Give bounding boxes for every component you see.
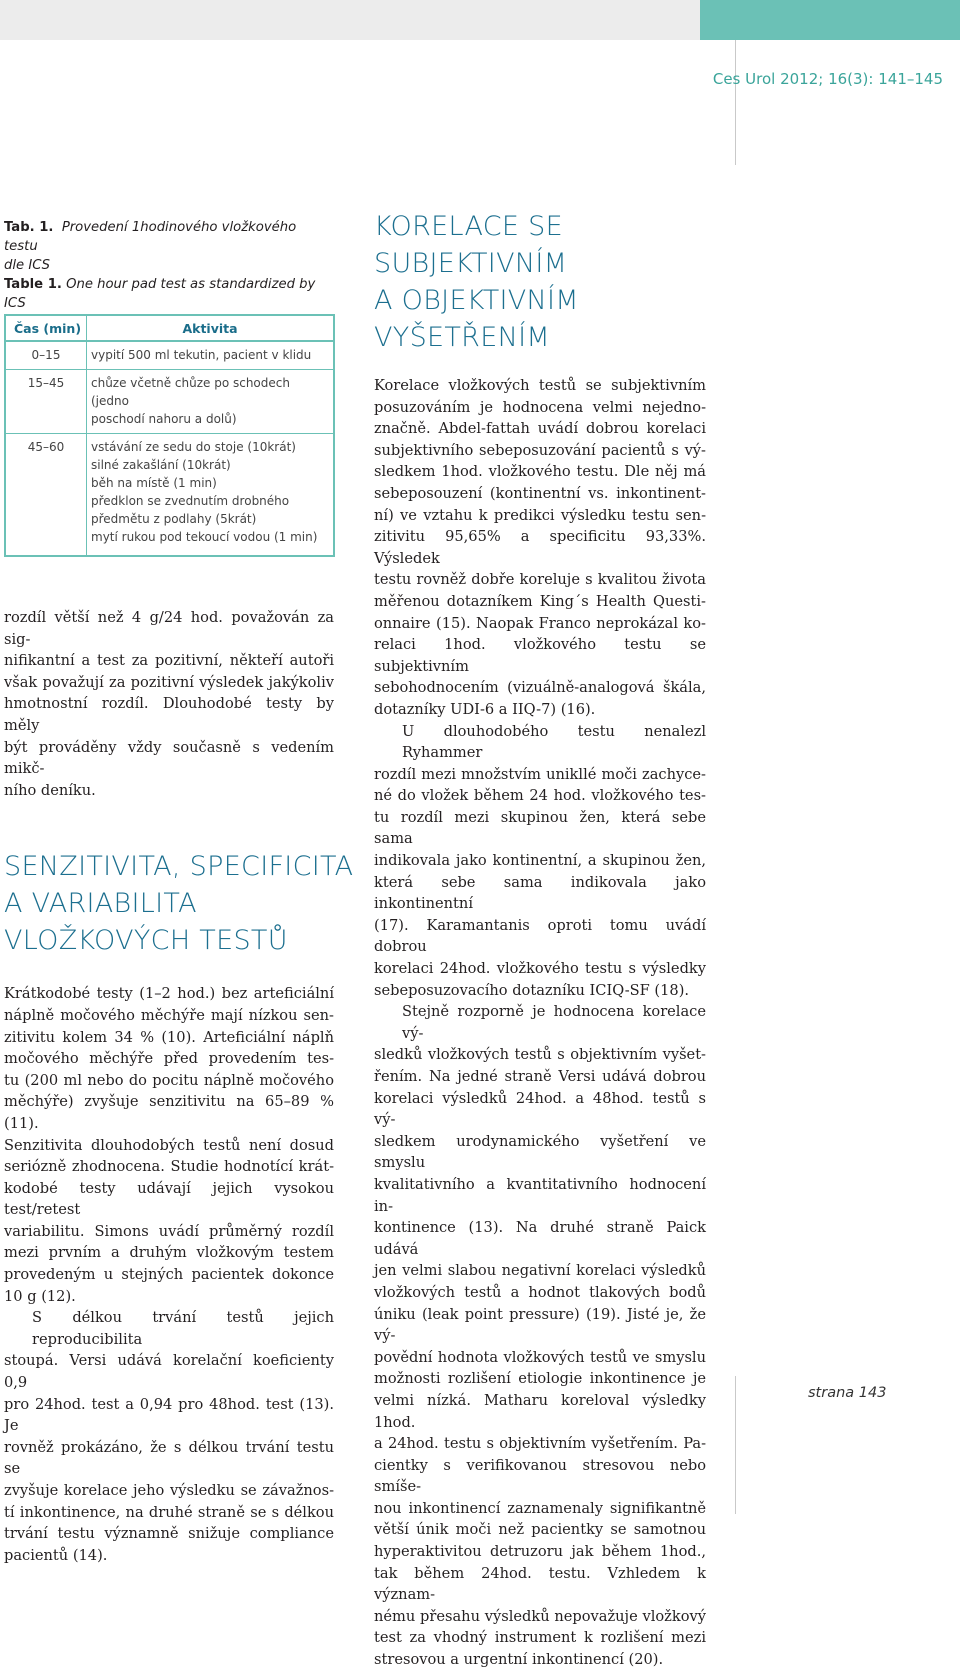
table-row [5, 370, 334, 434]
page-number: strana 143 [808, 1385, 887, 1401]
footer-divider [735, 1376, 736, 1514]
header-band-light [0, 0, 700, 40]
time-cell: 45–60 [5, 434, 87, 557]
activity-cell: chůze včetně chůze po schodech (jedno poschodí nahoru a dolů) [87, 370, 335, 434]
body-paragraph: Stejně rozporně je hodnocena korelace vý- sledků vložkových testů s objektivním vyšet- řením. Na jedné straně Versi udává dobrou korelaci výsledků 24hod. a 48hod. testů s vý- sledkem urodynamického vyšetření ve smyslu kvalitativního a kvantitativního hodnocení in- kontinence (13). Na druhé straně Paick udává jen velmi slabou negativní korelaci výsledků vložkových testů a hodnot tlakových bodů úniku (leak point pressure) (19). Jisté je, že vý- povědní hodnota vložkových testů ve smyslu možnosti rozlišení etiologie inkontinence je velmi nízká. Matharu koreloval výsledky 1hod. a 24hod. testu s objektivním vyšetřením. Pa- cientky s verifikovanou stresovou nebo smíše- nou inkontinencí zaznamenaly signifikantně větší únik moči než pacientky se samotnou hyperaktivitou detruzoru jak během 1hod., tak během 24hod. testu. Vzhledem k význam- nému přesahu výsledků nepovažuje vložkový test za vhodný instrument k rozlišení mezi stresovou a urgentní inkontinencí (20). [374, 1003, 706, 1669]
left-column [4, 218, 354, 1566]
table-row [5, 341, 334, 370]
time-cell: 0–15 [5, 341, 87, 370]
caption-cz-line2: dle ICS [4, 258, 51, 273]
caption-cz-line1: Tab. 1. Provedení 1hodinového vložkového testu [4, 220, 297, 254]
body-paragraph: U dlouhodobého testu nenalezl Ryhammer rozdíl mezi množstvím unikllé moči zachyce- né do vložek během 24 hod. vložkového tes- tu rozdíl mezi skupinou žen, která sebe sama indikovala jako kontinentní, a skupinou žen, která sebe sama indikovala jako inkontinentní (17). Karamantanis oproti tomu uvádí dobrou korelaci 24hod. vložkového testu s výsledky sebeposuzovacího dotazníku ICIQ-SF (18). [374, 722, 706, 999]
table-row [5, 434, 334, 557]
body-paragraph: Korelace vložkových testů se subjektivním posuzováním je hodnocena velmi nejedno- značně. Abdel-fattah uvádí dobrou korelaci subjektivního sebeposuzování pacientů s vý- sledkem 1hod. vložkového testu. Dle něj má sebeposouzení (kontinentní vs. inkontinent- ní) ve vztahu k predikci výsledku testu sen- zitivitu 95,65% a specificitu 93,33%. Výsledek testu rovněž dobře koreluje s kvalitou života měřenou dotazníkem King´s Health Questi- onnaire (15). Naopak Franco neprokázal ko- relaci 1hod. vložkového testu se subjektivním sebohodnocením (vizuálně-analogová škála, dotazníky UDI-6 a IIQ-7) (16). [374, 377, 706, 718]
journal-reference: Ces Urol 2012; 16(3): 141–145 [712, 70, 943, 88]
right-column [374, 208, 706, 1671]
column-header-activity: Aktivita [87, 315, 335, 341]
table-caption [4, 218, 334, 313]
activity-cell: vypití 500 ml tekutin, pacient v klidu [87, 341, 335, 370]
activity-cell: vstávání ze sedu do stoje (10krát) silné zakašlání (10krát) běh na místě (1 min) předklon se zvednutím drobného předmětu z podlahy (5krát) mytí rukou pod tekoucí vodou (1 min) [91, 440, 318, 544]
header-band [0, 0, 960, 40]
caption-en: Table 1. One hour pad test as standardized by ICS [4, 277, 316, 311]
header-divider [735, 40, 736, 165]
body-paragraph: S délkou trvání testů jejich reproducibilita stoupá. Versi udává korelační koeficienty 0,9 pro 24hod. test a 0,94 pro 48hod. test (13). Je rovněž prokázáno, že s délkou trvání testu se zvyšuje korelace jeho výsledku se závažnos- tí inkontinence, na druhé straně se s délkou trvání testu významně snižuje compliance pacientů (14). [4, 1309, 334, 1564]
section-heading: SENZITIVITA, SPECIFICITA A VARIABILITA VLOŽKOVÝCH TESTŮ [4, 851, 354, 957]
body-paragraph: Krátkodobé testy (1–2 hod.) bez arteficiální náplně močového měchýře mají nízkou sen- zitivitu kolem 34 % (10). Arteficiální náplň močového měchýře před provedením tes- tu (200 ml nebo do pocitu náplně močového měchýře) zvyšuje senzitivitu na 65–89 % (11). Senzitivita dlouhodobých testů není dosud seriózně zhodnocena. Studie hodnotící krát- kodobé testy udávají jejich vysokou test/retest variabilitu. Simons uvádí průměrný rozdíl mezi prvním a druhým vložkovým testem provedeným u stejných pacientek dokonce 10 g (12). [4, 985, 334, 1305]
pad-test-table [4, 314, 335, 557]
body-paragraph: rozdíl větší než 4 g/24 hod. považován za sig- nifikantní a test za pozitivní, někteří autoři však považují za pozitivní výsledek jakýkoliv hmotnostní rozdíl. Dlouhodobé testy by měly být prováděny vždy současně s vedením mikč- ního deníku. [4, 609, 334, 799]
time-cell: 15–45 [5, 370, 87, 434]
column-header-time: Čas (min) [5, 315, 87, 341]
section-heading: KORELACE SE SUBJEKTIVNÍM A OBJEKTIVNÍM VYŠETŘENÍM [374, 211, 579, 353]
